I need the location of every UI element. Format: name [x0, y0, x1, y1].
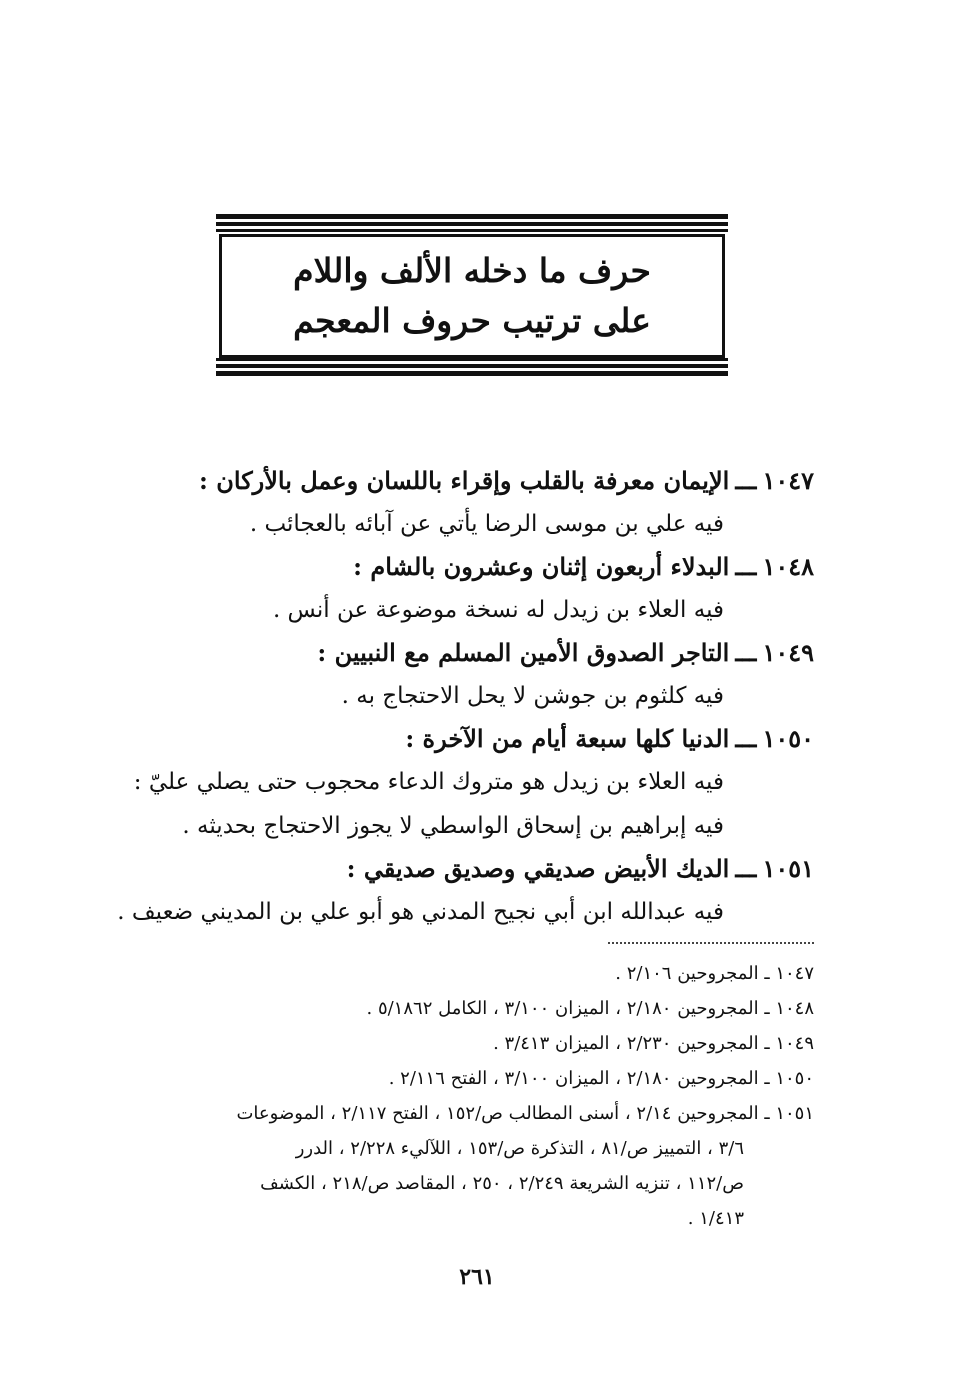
- entry-note: فيه عبدالله ابن أبي نجيح المدني هو أبو علي بن المديني ضعيف .: [117, 899, 724, 925]
- chapter-title-line-1: حرف ما دخله الألف واللام: [293, 251, 651, 290]
- entry-title: الإيمان معرفة بالقلب وإقراء باللسان وعمل بالأركان :: [199, 466, 730, 495]
- entry-heading: [114, 632, 814, 674]
- footnote-separator: [608, 942, 814, 944]
- entry-note: فيه العلاء بن زيدل له نسخة موضوعة عن أنس .: [272, 597, 724, 623]
- dash: ـــ: [735, 552, 757, 581]
- footnote-continuation: ٣/٦ ، التمييز ص/٨١ ، التذكرة ص/١٥٣ ، اللآليء ٢/٢٢٨ ، الدرر: [295, 1138, 744, 1159]
- dash: ـــ: [735, 638, 757, 667]
- entry-number: ١٠٥٠: [762, 724, 814, 753]
- entry-heading: [114, 718, 814, 760]
- top-rule-group: [216, 214, 728, 234]
- entry-title: البدلاء أربعون إثنان وعشرون بالشام :: [353, 552, 730, 581]
- footnotes: [114, 956, 814, 1236]
- entry-heading: [114, 460, 814, 502]
- dash: ـــ: [735, 854, 757, 883]
- entry-note: فيه إبراهيم بن إسحاق الواسطي لا يجوز الاحتجاج بحديثه .: [182, 813, 724, 839]
- dash: ـــ: [735, 466, 757, 495]
- footnote: ١٠٤٩ ـ المجروحين ٢/٢٣٠ ، الميزان ٣/٤١٣ .: [493, 1033, 814, 1054]
- footnote-continuation: ص/١١٢ ، تنزيه الشريعة ٢/٢٤٩ ، ٢٥٠ ، المقاصد ص/٢١٨ ، الكشف: [260, 1173, 744, 1194]
- rule-line: [216, 371, 728, 376]
- footnote: ١٠٥٠ ـ المجروحين ٢/١٨٠ ، الميزان ٣/١٠٠ ، الفتح ٢/١١٦ .: [388, 1068, 814, 1089]
- entry-heading: [114, 546, 814, 588]
- rule-line: [216, 222, 728, 226]
- entry-title: الديك الأبيض صديقي وصديق صديقي :: [346, 854, 730, 883]
- chapter-title-line-2: على ترتيب حروف المعجم: [293, 301, 651, 340]
- bottom-rule-group: [216, 358, 728, 378]
- hadith-entries: [114, 460, 814, 934]
- entry-heading: [114, 848, 814, 890]
- entry-title: التاجر الصدوق الأمين المسلم مع النبيين :: [317, 638, 730, 667]
- entry-note: فيه علي بن موسى الرضا يأتي عن آبائه بالعجائب .: [249, 511, 724, 537]
- chapter-title-box: [219, 234, 725, 358]
- footnote-continuation: ١/٤١٣ .: [687, 1208, 744, 1229]
- footnote: ١٠٤٨ ـ المجروحين ٢/١٨٠ ، الميزان ٣/١٠٠ ، الكامل ٥/١٨٦٢ .: [366, 998, 814, 1019]
- entry-number: ١٠٤٨: [762, 552, 814, 581]
- rule-line: [216, 364, 728, 368]
- entry-number: ١٠٤٩: [762, 638, 814, 667]
- rule-line: [216, 214, 728, 219]
- footnote: ١٠٥١ ـ المجروحين ٢/١٤ ، أسنى المطالب ص/١٥٢ ، الفتح ٢/١١٧ ، الموضوعات: [236, 1103, 814, 1124]
- footnote: ١٠٤٧ ـ المجروحين ٢/١٠٦ .: [615, 963, 814, 984]
- entry-title: الدنيا كلها سبعة أيام من الآخرة :: [405, 724, 730, 753]
- entry-number: ١٠٤٧: [762, 466, 814, 495]
- page-number: ٢٦١: [459, 1264, 495, 1290]
- entry-number: ١٠٥١: [762, 854, 814, 883]
- entry-note: فيه العلاء بن زيدل هو متروك الدعاء محجوب حتى يصلي عليّ :: [133, 769, 724, 795]
- rule-line: [216, 358, 728, 361]
- entry-note: فيه كلثوم بن جوشن لا يحل الاحتجاج به .: [341, 683, 724, 709]
- rule-line: [216, 229, 728, 232]
- dash: ـــ: [735, 724, 757, 753]
- chapter-title-frame: [216, 214, 728, 378]
